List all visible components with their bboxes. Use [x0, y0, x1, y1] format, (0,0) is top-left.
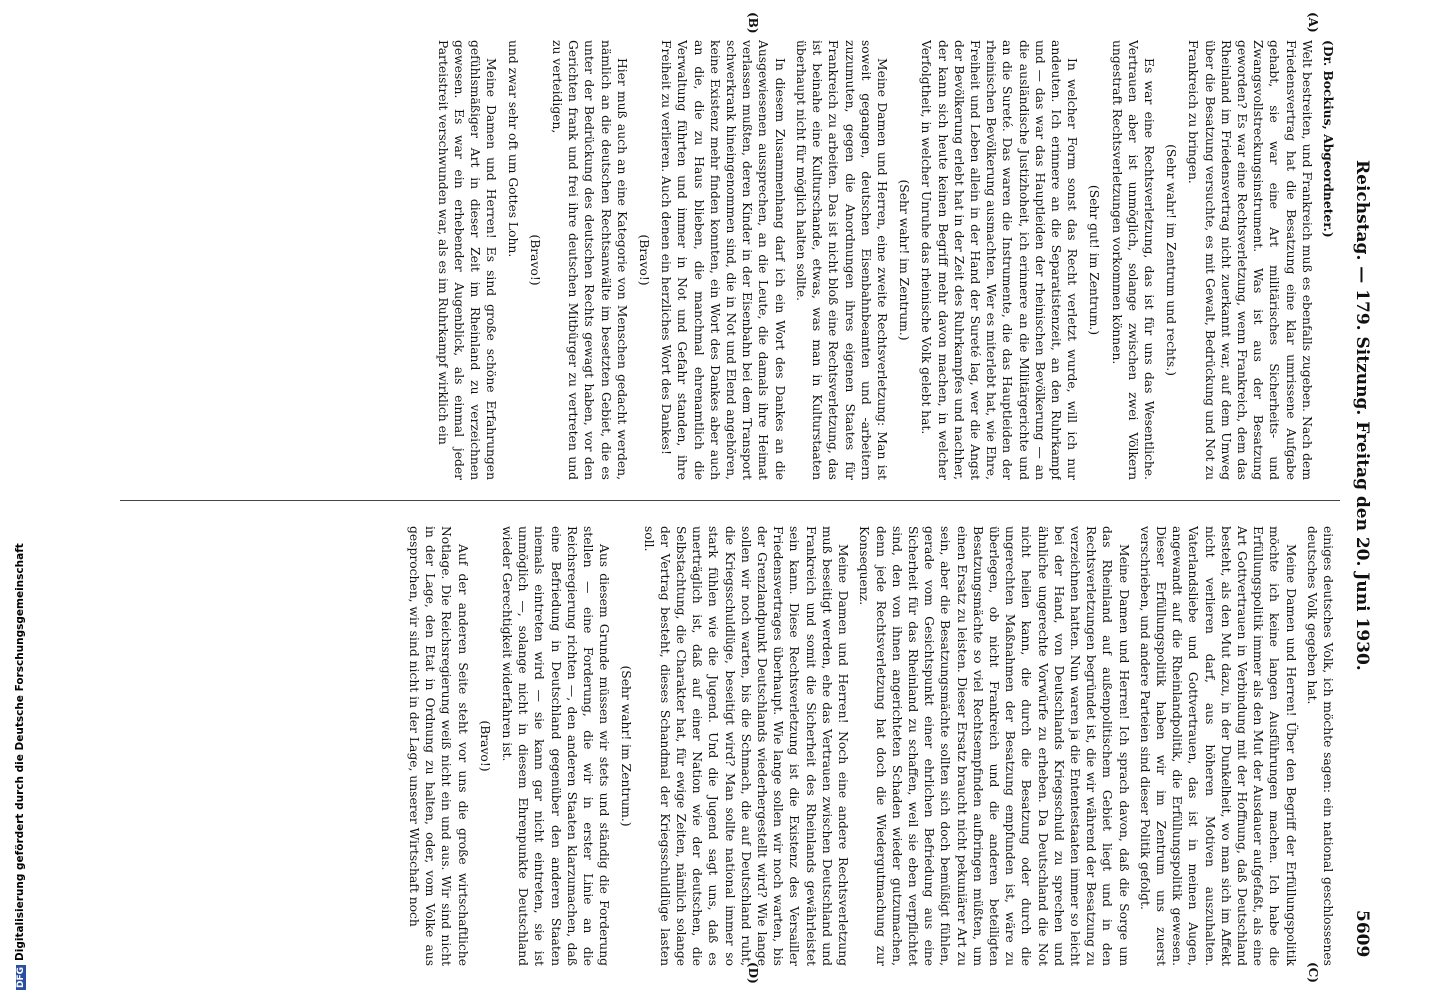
margin-mark-d: (D): [746, 962, 760, 984]
header-title: Reichstag. — 179. Sitzung. Freitag den 20. Juni 1930.: [1352, 160, 1372, 671]
speaker-line: (Dr. Bockius, Abgeordneter.): [1321, 40, 1336, 238]
interjection: (Bravo!): [477, 720, 492, 772]
interjection: (Bravo!): [637, 234, 652, 286]
column-divider: [120, 500, 1340, 501]
margin-mark-a: (A): [1306, 12, 1320, 33]
paragraph: Auf der anderen Seite steht vor uns die große wirtschaftliche Notlage. Die Reichsregierung weiß nicht ein und aus. Wir sind nicht in der Lage, den Etat in Ordnung zu halten, oder, vom Volke aus gesprochen, wir sind nicht in der Lage, unserer Wirtschaft noch: [407, 526, 470, 966]
paragraph: Meine Damen und Herren! Über den Begriff der Erfüllungspolitik möchte ich keine langen Ausführungen machen. Ich habe die Erfüllungspolitik immer als den Mut der Ausdauer aufgefaßt, als eine Art Gottvertrauen in Verbindung mit der Hoffnung, daß Deutschland besteht, als den Mut dazu, in der Dunkelheit, wo man sich im Affekt nicht verlieren darf, aus höheren Motiven auszuhalten. Vaterlandsliebe und Gottvertrauen, das ist in meinen Augen, angewandt auf die Rheinlandpolitik, die Erfüllungspolitik gewesen. Dieser Erfüllungspolitik haben wir im Zentrum uns zuerst verschrieben, und andere Parteien sind dieser Politik gefolgt.: [1137, 526, 1298, 966]
credit-text: Digitalisierung gefördert durch die Deutsche Forschungsgemeinschaft: [14, 543, 26, 961]
interjection: (Sehr wahr! im Zentrum.): [619, 665, 634, 827]
left-column: [116, 40, 1336, 480]
paragraph: Es war eine Rechtsverletzung, das ist für uns das Wesentliche. Vertrauen aber ist unmöglich, solange zwischen zwei Völkern ungestraft Rechtsverletzungen vorkommen können.: [1109, 40, 1156, 480]
document-page: [80, 10, 1380, 990]
page-number: 5609: [1352, 910, 1372, 958]
right-column: [116, 526, 1336, 966]
paragraph: In welcher Form sonst das Recht verletzt wurde, will ich nur andeuten. Ich erinnere an die Separatistenzeit, an den Ruhrkampf und — das war das Hauptleiden der rheinischen Bevölkerung — an die ausländische Justizhoheit, ich erinnere an die Militärgerichte und an die Sureté. Das waren die Instrumente, die das Hauptleiden der rheinischen Bevölkerung ausmachten. Wer es miterlebt hat, wie Ehre, Freiheit und Leben allein in der Hand der Sureté lag, wer die Angst der Bevölkerung erlebt hat in der Zeit des Ruhrkampfes und nachher, der kann sich heute keinen Begriff mehr davon machen, in welcher Verfolgtheit, in welcher Unruhe das rheinische Volk gelebt hat.: [919, 40, 1080, 480]
paragraph: Meine Damen und Herren! Ich sprach davon, daß die Sorge um das Rheinland auf außenpolitischem Gebiet liegt und in den Rechtsverletzungen begründet ist, die wir während der Besatzung zu verzeichnen hatten. Nun waren ja die Ententestaaten immer so leicht bei der Hand, von Deutschlands Kriegsschuld zu sprechen und ähnliche ungerechte Vorwürfe zu erheben. Da Deutschland die Not nicht heilen kann, die durch die Besatzung oder durch die ungerechten Maßnahmen der Besatzung empfunden ist, wäre zu überlegen, ob nicht Frankreich und die anderen beteiligten Besatzungsmächte so viel Rechtsempfinden aufbringen müßten, um einen Ersatz zu leisten. Dieser Ersatz braucht nicht pekuniärer Art zu sein, aber die Besatzungsmächte sollten sich doch bemüßigt fühlen, gerade vom Gesichtspunkt einer ehrlichen Befriedung aus eine Sicherheit für das Rheinland zu schaffen, weil sie eben verpflichtet sind, den von ihnen angerichteten Schaden wieder gutzumachen, denn jede Rechtsverletzung hat doch die Wiedergutmachung zur Konsequenz.: [857, 526, 1131, 966]
paragraph: Meine Damen und Herren! Es sind große schöne Erfahrungen gefühlsmäßiger Art in dieser Zeit im Rheinland zu verzeichnen gewesen. Es war ein erhebender Augenblick, als einmal jeder Parteistreit verschwunden war, als es im Ruhrkampf wirklich ein: [435, 40, 499, 480]
paragraph: einiges deutsches Volk, ich möchte sagen: ein national geschlossenes deutsches Volk gegeben hat.: [1304, 526, 1335, 966]
digitization-credit: [14, 543, 26, 990]
interjection: (Sehr wahr! im Zentrum und rechts.): [1164, 144, 1179, 376]
paragraph: In diesem Zusammenhang darf ich ein Wort des Dankes an die Ausgewiesenen aussprechen, an die Leute, die damals ihre Heimat verlassen mußten, deren Kinder in der Eisenbahn bei dem Transport schwerkrank hineingenommen sind, die in Not und Elend angehören, keine Existenz mehr finden konnten, ein Wort des Dankes aber auch an die, die zu Haus blieben, die manchmal ehrenamtlich die Verwaltung führten und immer in Not und Gefahr standen, ihre Freiheit zu verlieren. Auch denen ein herzliches Wort des Dankes!: [659, 40, 787, 480]
page-header: [1340, 10, 1380, 990]
paragraph: und zwar sehr oft um Gottes Lohn.: [505, 40, 520, 258]
paragraph: Meine Damen und Herren! Noch eine andere Rechtsverletzung muß beseitigt werden, ehe das Vertrauen zwischen Deutschland und Frankreich und somit die Sicherheit des Rheinlands gewährleistet sein kann. Diese Rechtsverletzung ist die Existenz des Versailler Friedensvertrages überhaupt. Wie lange sollen wir noch warten, bis der Grenzlandpunkt Deutschlands wiederhergestellt wird? Wie lange sollen wir noch warten, bis die Schmach, die auf Deutschland ruht, die Kriegsschuldlüge, beseitigt wird? Man sollte national immer so stark fühlen wie die Jugend. Und die Jugend sagt uns, daß es unerträglich ist, daß auf einer Nation wie der deutschen, die Selbstachtung, die Charakter hat, für ewige Zeiten, nämlich solange der Vertrag besteht, dieses Schandmal der Kriegsschuldlüge lasten soll.: [641, 526, 851, 966]
interjection: (Sehr wahr! im Zentrum.): [897, 179, 912, 341]
dfg-logo-icon: DFG: [16, 966, 26, 988]
paragraph: Aus diesem Grunde müssen wir stets und ständig die Forderung stellen — eine Forderung, die wir in erster Linie an die Reichsregierung richten —, den anderen Staaten klarzumachen, daß eine Befriedung in Deutschland gegenüber den anderen Staaten niemals eintreten wird — sie kann gar nicht eintreten, sie ist unmöglich —, solange nicht in diesem Ehrenpunkte Deutschland wieder Gerechtigkeit widerfahren ist.: [500, 526, 612, 966]
margin-mark-b: (B): [746, 12, 760, 34]
margin-mark-c: (C): [1306, 962, 1320, 983]
paragraph: Hier muß auch an eine Kategorie von Menschen gedacht werden, nämlich an die deutschen Rechtsanwälte im besetzten Gebiet, die es unter der Bedrückung des deutschen Rechts gewagt haben, vor den Gerichten frank und frei ihre deutschen Mitbürger zu vertreten und zu verteidigen,: [550, 40, 629, 480]
paragraph: Welt bestreiten, und Frankreich muß es ebenfalls zugeben. Nach dem Friedensvertrag hat die Besatzung eine klar umrissene Aufgabe gehabt, sie war eine Art militärisches Sicherheits- und Zwangsvollstreckungsinstrument. Was ist aus der Besatzung geworden? Es war eine Rechtsverletzung, wenn Frankreich, dem das Rheinland im Friedensvertrag nicht zuerkannt war, auf dem Umweg über die Besatzung versuchte, es mit Gewalt, Bedrückung und Not zu Frankreich zu bringen.: [1186, 40, 1314, 480]
interjection: (Bravo!): [527, 234, 542, 286]
interjection: (Sehr gut! im Zentrum.): [1087, 184, 1102, 336]
paragraph: Meine Damen und Herren, eine zweite Rechtsverletzung: Man ist soweit gegangen, deutschen Eisenbahnbeamten und -arbeitern zuzumuten, gegen die Anordnungen ihres eigenen Staates für Frankreich zu arbeiten. Das ist nicht bloß eine Rechtsverletzung, das ist beinahe eine Kulturschande, etwas, was man in Kulturstaaten überhaupt nicht für möglich halten sollte.: [793, 40, 889, 480]
